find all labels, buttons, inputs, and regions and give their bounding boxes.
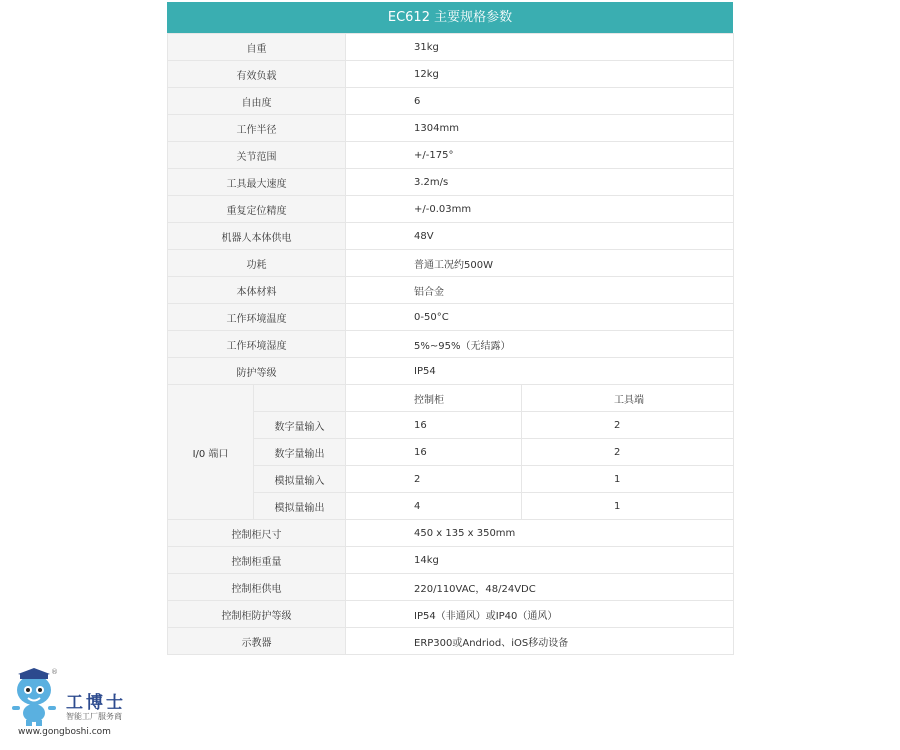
spec-row-value: +/-175° <box>346 142 734 169</box>
spec-row-label: 自重 <box>168 34 346 61</box>
spec-row <box>168 34 734 61</box>
io-row-cabinet: 16 <box>346 439 522 466</box>
logo-subtitle: 智能工厂服务商 <box>66 712 122 721</box>
spec-row-value: 14kg <box>346 547 734 574</box>
spec-row-value: 12kg <box>346 61 734 88</box>
spec-row-value: 0-50°C <box>346 304 734 331</box>
spec-row-label: 本体材料 <box>168 277 346 304</box>
spec-row <box>168 628 734 655</box>
spec-row-value: +/-0.03mm <box>346 196 734 223</box>
spec-row-label: 机器人本体供电 <box>168 223 346 250</box>
io-row-tool: 2 <box>522 412 734 439</box>
spec-row-label: 控制柜防护等级 <box>168 601 346 628</box>
spec-row <box>168 61 734 88</box>
spec-row <box>168 331 734 358</box>
io-col-tool: 工具端 <box>522 385 734 412</box>
spec-row <box>168 547 734 574</box>
spec-row-label: 工作环境湿度 <box>168 331 346 358</box>
io-row-cabinet: 2 <box>346 466 522 493</box>
spec-row-value: 48V <box>346 223 734 250</box>
spec-row-label: 工作半径 <box>168 115 346 142</box>
spec-row-label: 自由度 <box>168 88 346 115</box>
spec-row <box>168 277 734 304</box>
gongboshi-logo[interactable] <box>6 668 146 740</box>
io-label: I/0 端口 <box>168 385 254 520</box>
spec-table <box>167 33 734 655</box>
spec-table-container <box>167 2 733 655</box>
spec-row <box>168 196 734 223</box>
spec-row-label: 防护等级 <box>168 358 346 385</box>
spec-row <box>168 142 734 169</box>
spec-row <box>168 574 734 601</box>
spec-row-label: 工具最大速度 <box>168 169 346 196</box>
spec-row-value: ERP300或Andriod、iOS移动设备 <box>346 628 734 655</box>
spec-row-value: 普通工况约500W <box>346 250 734 277</box>
spec-row <box>168 601 734 628</box>
mascot-icon <box>6 668 64 728</box>
io-row-cabinet: 4 <box>346 493 522 520</box>
spec-row <box>168 115 734 142</box>
io-row-label: 数字量输出 <box>254 439 346 466</box>
spec-row-label: 控制柜重量 <box>168 547 346 574</box>
io-col-cabinet: 控制柜 <box>346 385 522 412</box>
spec-row <box>168 358 734 385</box>
io-row-label: 模拟量输出 <box>254 493 346 520</box>
spec-row-value: 450 x 135 x 350mm <box>346 520 734 547</box>
io-row-label: 数字量输入 <box>254 412 346 439</box>
spec-row <box>168 520 734 547</box>
spec-row <box>168 169 734 196</box>
spec-row <box>168 88 734 115</box>
io-row-tool: 1 <box>522 466 734 493</box>
spec-row-label: 示教器 <box>168 628 346 655</box>
spec-row <box>168 223 734 250</box>
spec-title: EC612 主要规格参数 <box>167 2 733 33</box>
spec-row-label: 功耗 <box>168 250 346 277</box>
spec-row-label: 控制柜供电 <box>168 574 346 601</box>
io-header-row <box>168 385 734 412</box>
spec-row-value: IP54（非通风）或IP40（通风） <box>346 601 734 628</box>
spec-row <box>168 304 734 331</box>
spec-row-value: 220/110VAC，48/24VDC <box>346 574 734 601</box>
spec-row-value: 1304mm <box>346 115 734 142</box>
spec-row-label: 工作环境温度 <box>168 304 346 331</box>
spec-row-value: 31kg <box>346 34 734 61</box>
logo-name: 工博士 <box>66 693 126 713</box>
spec-row <box>168 250 734 277</box>
io-row-tool: 2 <box>522 439 734 466</box>
spec-row-label: 控制柜尺寸 <box>168 520 346 547</box>
registered-mark: ® <box>51 668 58 676</box>
spec-row-label: 有效负载 <box>168 61 346 88</box>
io-row-tool: 1 <box>522 493 734 520</box>
spec-row-value: 6 <box>346 88 734 115</box>
spec-row-value: IP54 <box>346 358 734 385</box>
io-row-label: 模拟量输入 <box>254 466 346 493</box>
io-header-blank <box>254 385 346 412</box>
io-row-cabinet: 16 <box>346 412 522 439</box>
spec-row-value: 5%~95%（无结露） <box>346 331 734 358</box>
logo-url: www.gongboshi.com <box>18 727 111 737</box>
spec-row-label: 重复定位精度 <box>168 196 346 223</box>
spec-row-value: 3.2m/s <box>346 169 734 196</box>
spec-row-label: 关节范围 <box>168 142 346 169</box>
spec-row-value: 铝合金 <box>346 277 734 304</box>
